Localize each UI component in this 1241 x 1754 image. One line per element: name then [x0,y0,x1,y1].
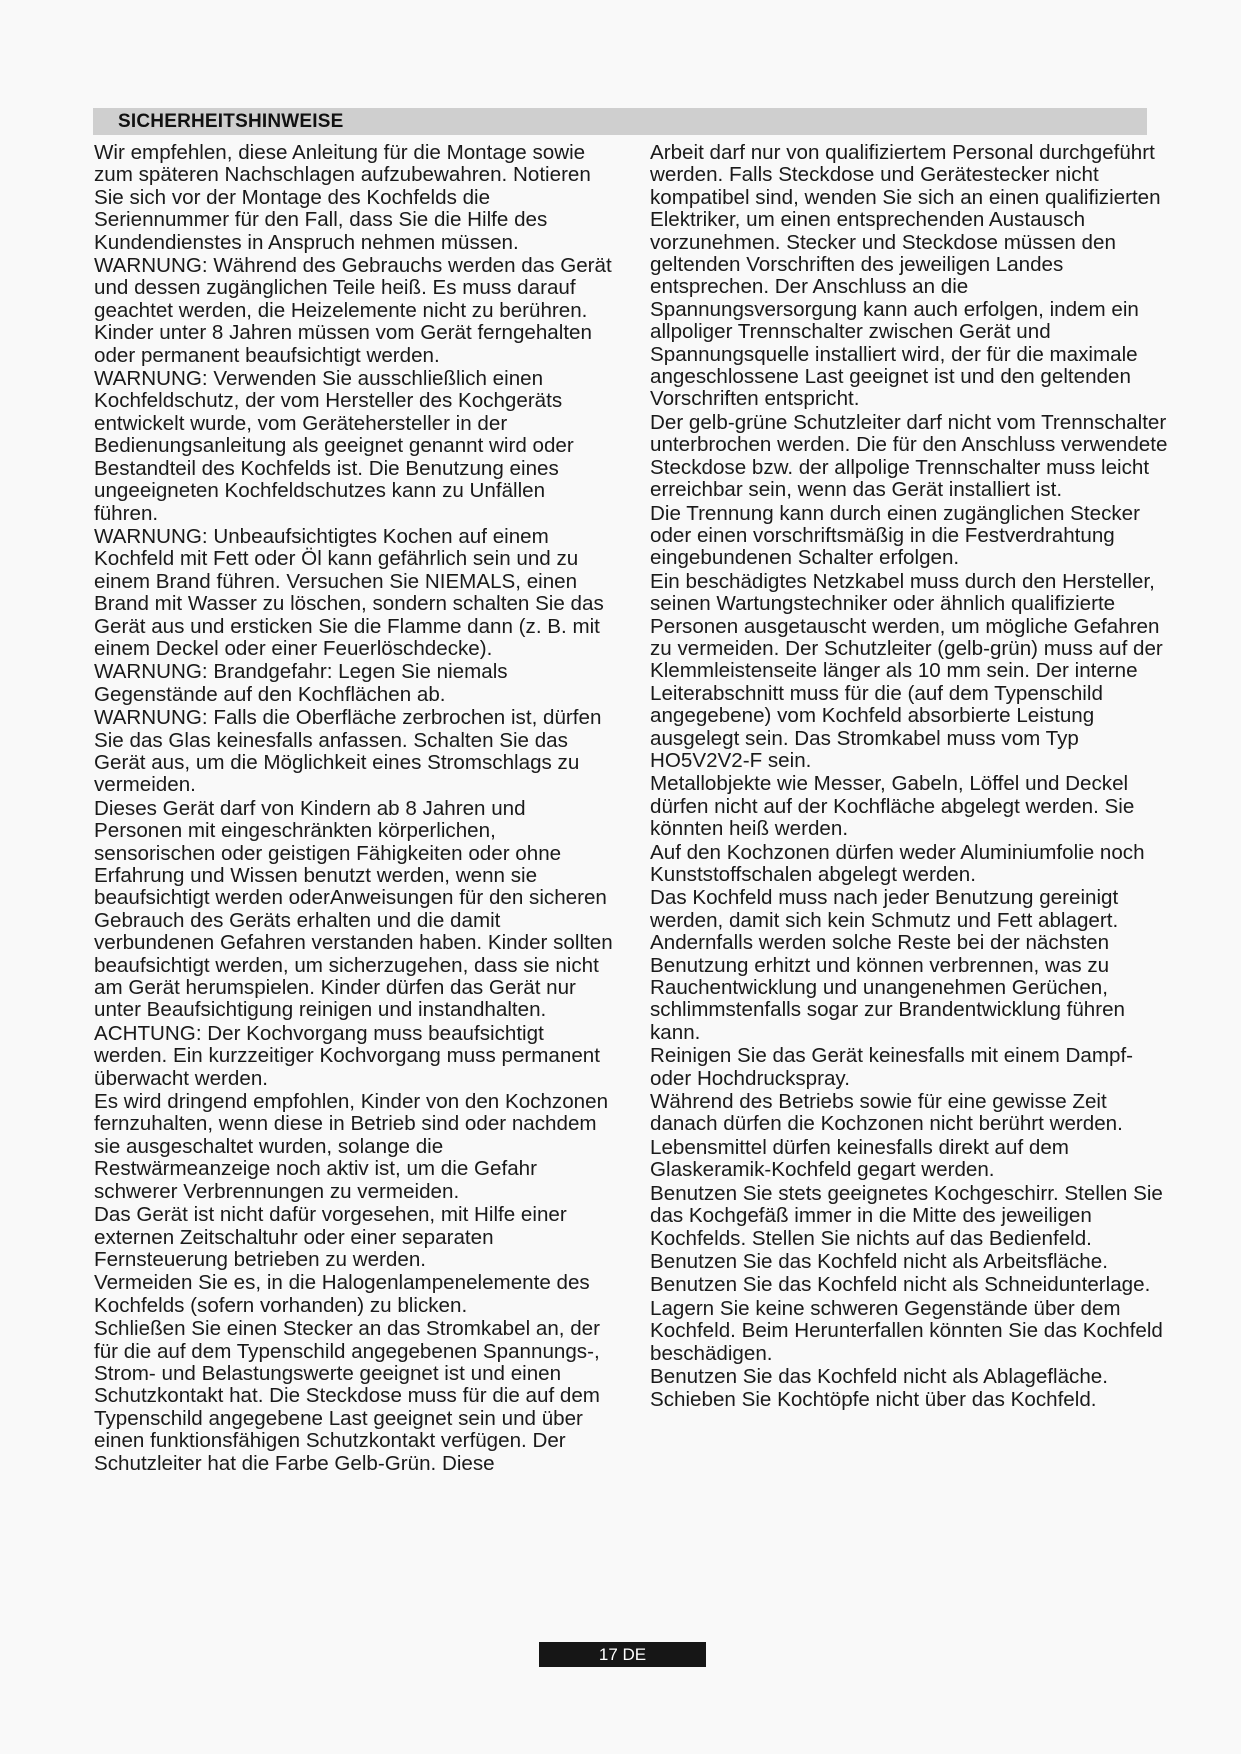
paragraph: Schieben Sie Kochtöpfe nicht über das Kochfeld. [650,1388,1097,1412]
paragraph: Benutzen Sie das Kochfeld nicht als Ablagefläche. [650,1364,1108,1388]
paragraph: Ein beschädigtes Netzkabel muss durch den Hersteller, seinen Wartungstechniker oder ähnlich qualifizierte Personen ausgetauscht werden, um mögliche Gefahren zu vermeiden. Der Schutzleiter (gelb-grün) muss auf der Klemmleistenseite länger als 10 mm sein. Der interne Leiterabschnitt muss für die (auf dem Typenschild angegebene) vom Kochfeld absorbierte Leistung ausgelegt sein. Das Stromkabel muss vom Typ HO5V2V2-F sein. [650,569,1163,772]
paragraph: Es wird dringend empfohlen, Kinder von den Kochzonen fernzuhalten, wenn diese in Betrieb sind oder nachdem sie ausgeschaltet wurden, solange die Restwärmeanzeige noch aktiv ist, um die Gefahr schwerer Verbrennungen zu vermeiden. [94,1090,609,1203]
paragraph: Der gelb-grüne Schutzleiter darf nicht vom Trennschalter unterbrochen werden. Die für den Anschluss verwendete Steckdose bzw. der allpolige Trennschalter muss leicht erreichbar sein, wenn das Gerät installiert ist. [650,410,1168,502]
paragraph: Lebensmittel dürfen keinesfalls direkt auf dem Glaskeramik-Kochfeld gegart werden. [650,1135,1069,1182]
paragraph: Metallobjekte wie Messer, Gabeln, Löffel und Deckel dürfen nicht auf der Kochfläche abgelegt werden. Sie könnten heiß werden. [650,772,1135,841]
paragraph: Arbeit darf nur von qualifiziertem Personal durchgeführt werden. Falls Steckdose und Gerätestecker nicht kompatibel sind, wenden Sie sich an einen qualifizierten Elektriker, um einen entsprechenden Austausch vorzunehmen. Stecker und Steckdose müssen den geltenden Vorschriften des jeweiligen Landes entsprechen. Der Anschluss an die Spannungsversorgung kann auch erfolgen, indem ein allpoliger Trennschalter zwischen Gerät und Spannungsquelle installiert wird, der für die maximale angeschlossene Last geeignet ist und den geltenden Vorschriften entspricht. [650,141,1161,411]
paragraph: Benutzen Sie das Kochfeld nicht als Schneidunterlage. [650,1273,1151,1297]
paragraph: ACHTUNG: Der Kochvorgang muss beaufsichtigt werden. Ein kurzzeitiger Kochvorgang muss permanent überwacht werden. [94,1021,600,1090]
paragraph: WARNUNG: Unbeaufsichtigtes Kochen auf einem Kochfeld mit Fett oder Öl kann gefährlich sein und zu einem Brand führen. Versuchen Sie NIEMALS, einen Brand mit Wasser zu löschen, sondern schalten Sie das Gerät aus und ersticken Sie die Flamme dann (z. B. mit einem Deckel oder einer Feuerlöschdecke). [94,524,604,660]
paragraph: Während des Betriebs sowie für eine gewisse Zeit danach dürfen die Kochzonen nicht berührt werden. [650,1090,1123,1136]
section-title: SICHERHEITSHINWEISE [118,111,344,132]
paragraph: Schließen Sie einen Stecker an das Stromkabel an, der für die auf dem Typenschild angegebenen Spannungs-, Strom- und Belastungswerte geeignet ist und einen Schutzkontakt hat. Die Steckdose muss für die auf dem Typenschild angegebene Last geeignet sein und über einen funktionsfähigen Schutzkontakt verfügen. Der Schutzleiter hat die Farbe Gelb-Grün. Diese [94,1317,600,1475]
paragraph: Das Gerät ist nicht dafür vorgesehen, mit Hilfe einer externen Zeitschaltuhr oder einer separaten Fernsteuerung betrieben zu werden. [94,1203,567,1271]
paragraph: WARNUNG: Brandgefahr: Legen Sie niemals Gegenstände auf den Kochflächen ab. [94,660,508,706]
right-column [650,142,1170,1413]
paragraph: Das Kochfeld muss nach jeder Benutzung gereinigt werden, damit sich kein Schmutz und Fett ablagert. Andernfalls werden solche Reste bei der nächsten Benutzung erhitzt und können verbrennen, was zu Rauchentwicklung und unangenehmen Gerüchen, schlimmstenfalls sogar zur Brandentwicklung führen kann. [650,886,1126,1044]
paragraph: Vermeiden Sie es, in die Halogenlampenelemente des Kochfelds (sofern vorhanden) zu blicken. [94,1271,590,1317]
paragraph: Dieses Gerät darf von Kindern ab 8 Jahren und Personen mit eingeschränkten körperlichen, sensorischen oder geistigen Fähigkeiten oder ohne Erfahrung und Wissen benutzt werden, wenn sie beaufsichtigt werden oderAnweisungen für den sicheren Gebrauch des Geräts erhalten und die damit verbundenen Gefahren verstanden haben. Kinder sollten beaufsichtigt werden, um sicherzugehen, dass sie nicht am Gerät herumspielen. Kinder dürfen das Gerät nur unter Beaufsichtigung reinigen und instandhalten. [94,796,613,1022]
paragraph: WARNUNG: Falls die Oberfläche zerbrochen ist, dürfen Sie das Glas keinesfalls anfassen. Schalten Sie das Gerät aus, um die Möglichkeit eines Stromschlags zu vermeiden. [94,706,602,797]
page-number: 17 DE [539,1642,706,1667]
paragraph: Wir empfehlen, diese Anleitung für die Montage sowie zum späteren Nachschlagen aufzubewahren. Notieren Sie sich vor der Montage des Kochfelds die Seriennummer für den Fall, dass Sie die Hilfe des Kundendienstes in Anspruch nehmen müssen. [94,141,591,254]
paragraph: Die Trennung kann durch einen zugänglichen Stecker oder einen vorschriftsmäßig in die Festverdrahtung eingebundenen Schalter erfolgen. [650,501,1140,570]
paragraph: Benutzen Sie stets geeignetes Kochgeschirr. Stellen Sie das Kochgefäß immer in die Mitte des jeweiligen Kochfelds. Stellen Sie nichts auf das Bedienfeld. [650,1181,1163,1250]
paragraph: Reinigen Sie das Gerät keinesfalls mit einem Dampf- oder Hochdruckspray. [650,1044,1134,1090]
paragraph: Lagern Sie keine schweren Gegenstände über dem Kochfeld. Beim Herunterfallen könnten Sie das Kochfeld beschädigen. [650,1296,1163,1365]
paragraph: Auf den Kochzonen dürfen weder Aluminiumfolie noch Kunststoffschalen abgelegt werden. [650,840,1145,886]
paragraph: Benutzen Sie das Kochfeld nicht als Arbeitsfläche. [650,1249,1108,1273]
paragraph: WARNUNG: Verwenden Sie ausschließlich einen Kochfeldschutz, der vom Hersteller des Kochgeräts entwickelt wurde, vom Gerätehersteller in der Bedienungsanleitung als geeignet genannt wird oder Bestandteil des Kochfelds ist. Die Benutzung eines ungeeigneten Kochfeldschutzes kann zu Unfällen führen. [94,367,574,525]
paragraph: WARNUNG: Während des Gebrauchs werden das Gerät und dessen zugänglichen Teile heiß. Es muss darauf geachtet werden, die Heizelemente nicht zu berühren. Kinder unter 8 Jahren müssen vom Gerät ferngehalten oder permanent beaufsichtigt werden. [94,254,612,367]
section-header-bar [93,108,1147,135]
left-column [94,142,614,1476]
